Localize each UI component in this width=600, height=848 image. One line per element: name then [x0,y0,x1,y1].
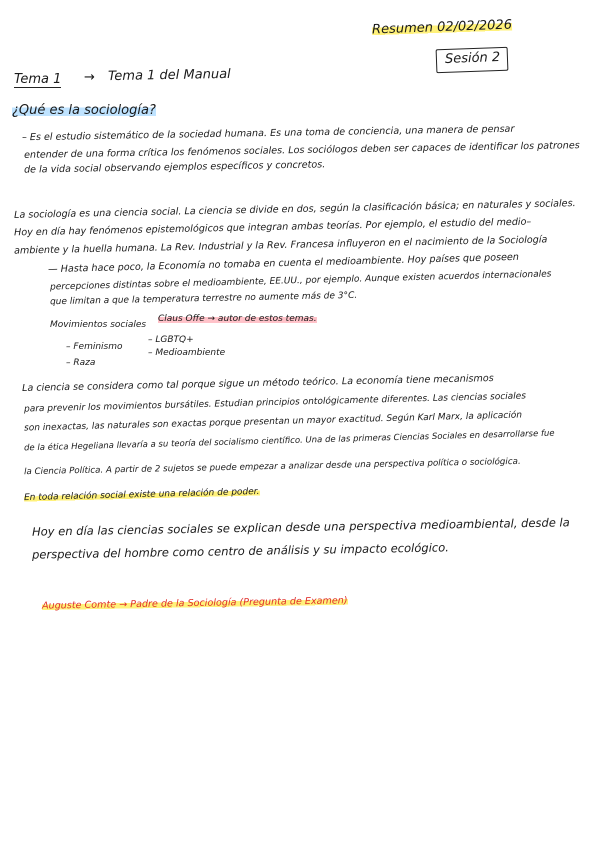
paragraph-line: la Ciencia Política. A partir de 2 sujetos se puede empezar a analizar desde una perspectiva política o sociológica. [23,456,521,478]
movements-note: Claus Offe → autor de estos temas. [158,314,317,324]
paragraph-line: La ciencia se considera como tal porque sigue un método teórico. La economía tiene mecanismos [21,373,494,394]
paragraph-line: Hoy en día las ciencias sociales se explican desde una perspectiva medioambiental, desde la [31,515,570,539]
list-item: – LGBTQ+ [148,335,194,345]
paragraph-line: son inexactas, las naturales son exactas porque presentan un mayor exactitud. Según Karl Marx, la aplicación [23,410,523,434]
paragraph-line: de la vida social observando ejemplos específicos y concretos. [23,159,326,176]
topic-title: Tema 1 [14,72,62,87]
session-label: Sesión 2 [444,50,501,67]
topic-subtitle: Tema 1 del Manual [107,66,231,85]
summary-date: Resumen 02/02/2026 [371,17,513,38]
paragraph-line: para prevenir los movimientos bursátiles. Estudian principios ontológicamente diferentes. Las ciencias sociales [23,391,527,415]
paragraph-line: – Es el estudio sistemático de la sociedad humana. Es una toma de conciencia, una manera de pensar [21,123,515,144]
highlight-statement: En toda relación social existe una relación de poder. [23,486,260,504]
list-item: – Raza [66,358,96,368]
movements-label: Movimientos sociales [50,320,147,330]
paragraph-line: La sociología es una ciencia social. La ciencia se divide en dos, según la clasificación básica; en naturales y sociales. [13,198,576,221]
paragraph-line: ambiente y la huella humana. La Rev. Industrial y la Rev. Francesa influyeron en el nacimiento de la Sociología [13,234,548,257]
paragraph-line: percepciones distintas sobre el medioambiente, EE.UU., por ejemplo. Aunque existen acuerdos internacionales [49,269,552,293]
paragraph-line: que limitan a que la temperatura terrestre no aumente más de 3°C. [49,290,358,308]
arrow-icon: → [84,70,95,85]
section-question: ¿Qué es la sociología? [12,103,156,118]
paragraph-line: de la ética Hegeliana llevaría a su teoría del socialismo científico. Una de las primeras Ciencias Sociales en desarrollarse fue [23,428,555,454]
paragraph-line: perspectiva del hombre como centro de análisis y su impacto ecológico. [31,540,449,562]
session-box [436,47,509,73]
paragraph-line: entender de una forma crítica los fenómenos sociales. Los sociólogos deben ser capaces de identificar los patrones [23,140,580,161]
paragraph-line: Hoy en día hay fenómenos epistemológicos que integran ambas teorías. Por ejemplo, el estudio del medio– [13,216,532,239]
exam-note: Auguste Comte → Padre de la Sociología (Pregunta de Examen) [41,595,348,612]
list-item: – Feminismo [66,342,123,352]
paragraph-line: — Hasta hace poco, la Economía no tomaba en cuenta el medioambiente. Hoy países que poseen [47,251,520,276]
list-item: – Medioambiente [148,348,226,358]
